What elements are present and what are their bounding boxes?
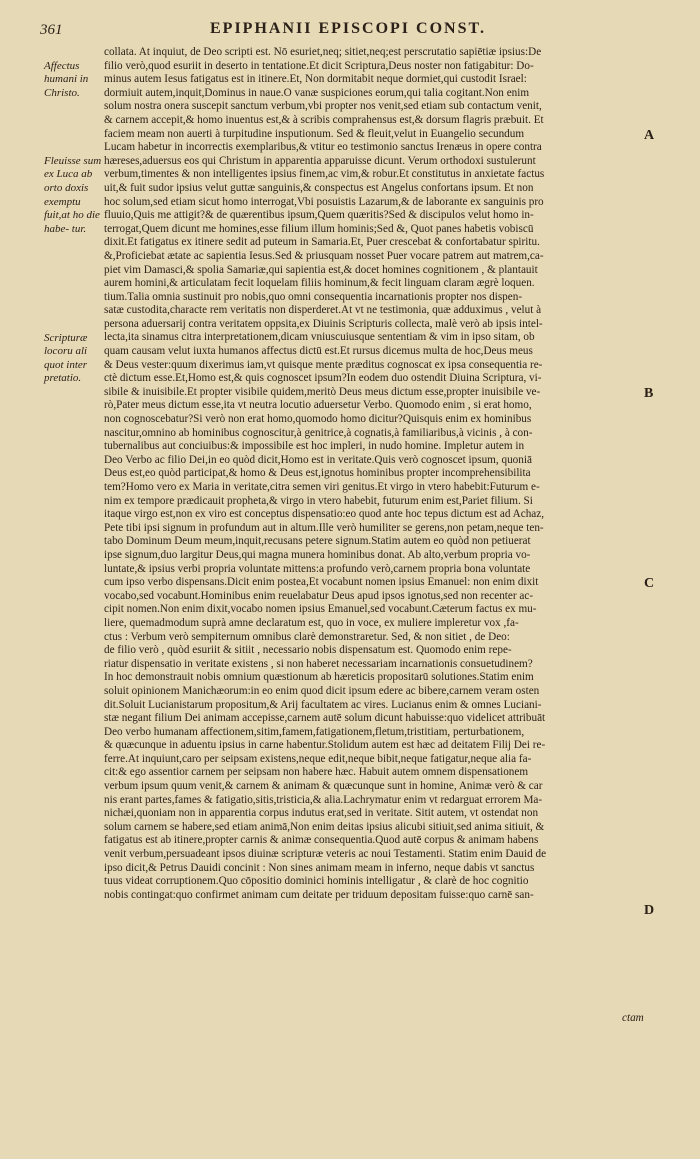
text-line: Deus est,eo quòd participat,& homo & Deus est,ignotus hominibus propter incomprehensibilita — [104, 467, 531, 480]
text-line: lecta,ita sinamus citra interpretationem,dicam vniuscuiusque sententiam & vim in ipso sitam, ob — [104, 331, 535, 344]
text-line: non cognoscebatur?Si verò non erat homo,quomodo homo dicitur?Quisquis enim ex hominibus — [104, 413, 532, 426]
text-line: ctè dictum esse.Et,Homo est,& quis cognoscet ipsum?In eodem duo ostendit Diuina Scriptura, vi- — [104, 372, 542, 385]
text-line: tem?Homo vero ex Maria in veritate,citra semen viri genitus.Et virgo in vtero habebit:Futurum e- — [104, 481, 540, 493]
text-line: cit:& ego assentior carnem per seipsam non habere hæc. Habuit autem omnem dispensationem — [104, 766, 529, 779]
text-line: Deo verbo humanam affectionem,sitim,famem,fatigationem,fletum,tristitiam, perturbationem, — [104, 725, 525, 738]
text-line: tium.Talia omnia sustinuit pro nobis,quo omni consequentia incarnationis propter nos dispen- — [104, 290, 523, 303]
text-line: solum nostra onera suscepit sanctum verbum,vbi propter nos venit,sed etiam sub contactum venit, — [104, 100, 542, 113]
text-line: tabo Dominum Deum meum,inquit,recusans petere signum.Statim autem eo quòd non petiuerat — [104, 535, 531, 548]
text-line: riatur dispensatio in veritate existens , si non haberet necessariam incarnationis consuetudinem? — [104, 657, 533, 670]
page-header — [40, 20, 660, 46]
text-line: solum carnem se habere,sed etiam animā,Non enim deitas ipsius alicubi sitiuit,sed anima sitiuit, & — [104, 820, 545, 833]
running-title: EPIPHANII EPISCOPI CONST. — [210, 20, 486, 37]
text-line: cipit nomen.Non enim dixit,vocabo nomen ipsius Emanuel,sed vocabunt.Cæterum factus ex mu- — [104, 603, 537, 616]
text-line: filio verò,quod esuriit in deserto in tentatione.Et dicit Scriptura,Deus noster non fatigabitur: Do- — [104, 59, 534, 72]
text-line: vocabo,sed vocabunt.Hominibus enim reuelabatur Deus apud ipsos ignotus,sed non recenter ac- — [104, 589, 534, 602]
page-number: 361 — [40, 22, 63, 38]
text-line: stæ negant filium Dei animam accepisse,carnem autē solum dicunt habuisse:quo videlicet attribuāt — [104, 712, 546, 725]
text-line: In hoc demonstrauit nobis omnium quæstionum ab hæreticis propositarū solutiones.Statim enim — [104, 671, 534, 684]
text-line: &,Proficiebat ætate ac sapientia Iesus.Sed & priusquam nosset Puer vocare patrem aut matrem,ca- — [104, 249, 544, 262]
text-line: ipse signum,duo largitur Deus,qui magna munera hominibus donat. Ab alto,verbum propria vo- — [104, 548, 531, 561]
text-line: dit.Soluit Lucianistarum propositum,& Arij facultatem ac vires. Lucianus enim & omnes Luciani- — [104, 698, 542, 711]
text-line: de filio verò , quòd esuriit & sitiit , necessario nobis dispensatum est. Quomodo enim repe- — [104, 644, 512, 657]
text-line: hoc solum,sed etiam sicut homo interrogat,Vbi posuistis Lazarum,& de laborante ex sanguinis pro — [104, 195, 544, 208]
text-line: Pete tibi ipsi signum in profundum aut in altum.Ille verò humiliter se gerens,non petam,neque ten- — [104, 521, 544, 534]
text-line: cum ipso verbo dispensans.Dicit enim postea,Et vocabunt nomen ipsius Emanuel: non enim dixit — [104, 576, 539, 589]
text-line: ipso dicit,& Petrus Dauidi concinit : Non sines animam meam in inferno, neque dabis vt sanctus — [104, 861, 535, 874]
text-line: tuus videat corruptionem.Quo cōpositio dominici hominis intelligatur , & clarè de hoc cognitio — [104, 875, 529, 888]
text-line: fatigatus est ab itinere,propter carnis & animæ consequentia.Quod autē corpus & animam habens — [104, 834, 539, 847]
text-line: & quæcunque in aduentu ipsius in carne habentur.Stolidum autem est hæc ad deitatem Filij Dei re- — [104, 739, 546, 752]
section-letter: D — [644, 902, 655, 918]
section-letter: C — [644, 576, 655, 592]
text-line: & Deus vester:quum dixerimus iam,vt quisque mente præditus cognoscat ex ipsa consequentia re- — [104, 358, 543, 371]
text-line: dixit.Et fatigatus ex itinere sedit ad puteum in Samaria.Et, Puer crescebat & confortabatur spiritu. — [104, 236, 540, 249]
margin-note: Fleuisse sum ex Luca ab orto doxis exemptu fuit,at ho die habe- tur. — [44, 154, 102, 235]
text-line: sibile & inuisibile.Et propter visibile quidem,meritò Deus meus dictum esse,propter inuisibile ve- — [104, 385, 541, 398]
text-line: fluuio,Quis me attigit?& de quærentibus ipsum,Quem quæritis?Sed & discipulos velut homo in- — [104, 209, 534, 222]
text-line: rò,Pater meus dictum esse,ita vt neutra locutio aduersetur Verbo. Quomodo enim , si erat homo, — [104, 399, 532, 412]
text-line: minus autem Iesus fatigatus est in itinere.Et, Non dormitabit neque dormiet,qui custodit Israel: — [104, 73, 527, 86]
text-line: Lucam habetur in incorrectis exemplaribus,& vtitur eo testimonio sanctus Irenæus in opere contra — [104, 141, 542, 154]
text-line: liere, quemadmodum suprà amne declaratum est, quo in voce, ex muliere impleretur vox ,fa- — [104, 616, 519, 629]
margin-note: Affectus humani in Christo. — [44, 59, 89, 99]
text-line: verbum ipsum quum venit,& carnem & animam & quæcunque sunt in homine, Animæ verò & car — [104, 780, 543, 793]
text-line: nascitur,omnino ab hominibus cognoscitur,à genitrice,à cognatis,à familiaribus,à vicinis , à con- — [104, 426, 533, 439]
text-line: piet vim Damasci,& spolia Samariæ,qui sapientia est,& docet homines cognitionem , & plantauit — [104, 263, 538, 276]
margin-note: Scripturæ locoru ali quot inter pretatio. — [44, 331, 88, 385]
text-line: persona aduersarij contra veritatem oppsita,ex Diuinis Scripturis collecta, malè verò ab ipsis intel- — [104, 317, 543, 330]
text-line: terrogat,Quem dicunt me homines,esse filium illum hominis;Sed &, Quot panes habetis vobiscū — [104, 222, 534, 235]
text-line: quam causam velut iuxta humanos affectus dictū est.Et rursus dicemus multa de hoc,Deus meus — [104, 345, 533, 358]
text-line: soluit opinionem Manichæorum:in eo enim quod dicit ipsum edere ac bibere,carnem veram osten — [104, 684, 540, 697]
text-line: hæreses,aduersus eos qui Christum in apparentia apparuisse dicunt. Verum orthodoxi sustulerunt — [104, 154, 536, 167]
text-line: itaque virgo est,non ex viro est conceptus dispensatio:eo quod ante hoc tepus dictum est ad Achaz, — [104, 508, 545, 521]
text-line: collata. At inquiut, de Deo scripti est. Nō esuriet,neq; sitiet,neq;est perscrutatio sapiētiæ ipsius:De — [104, 46, 542, 58]
catchword: ctam — [622, 1012, 644, 1024]
text-line: nis erant partes,fames & fatigatio,sitis,tristicia,& alia.Lachrymatur enim vt redarguat errorem Ma- — [104, 793, 543, 806]
text-line: faciem meam non auerti à turpitudine insputionum. Sed & fleuit,velut in Euangelio secundum — [104, 127, 525, 140]
text-line: & carnem accepit,& homo inuentus est,& à scribis comprahensus est,& dorsum flagris præbuit. Et — [104, 113, 544, 126]
text-line: dormiuit autem,inquit,Dominus in naue.O vanæ suspiciones eorum,qui talia cogitant.Non enim — [104, 86, 530, 99]
text-line: aurem homini,& articulatam fecit loquelam filiis hominum,& fecit linguam claram ægrè loquen. — [104, 277, 535, 290]
text-line: ctus : Verbum verò sempiternum omnibus clarè demonstraretur. Sed, & non sitiet , de Deo: — [104, 630, 510, 643]
text-line: uit,& fuit sudor ipsius velut guttæ sanguinis,& conspectus est Angelus confortans ipsum. Et non — [104, 181, 534, 194]
text-line: nichæi,quoniam non in apparentia corpus indutus erat,sed in veritate. Sitit autem, vt ostendat non — [104, 807, 539, 820]
text-line: nobis contingat:quo confirmet animam cum deitate per triduum depositam fuisse:quo carnē san- — [104, 888, 534, 901]
text-line: tubernalibus aut conciuibus:& impossibile est hoc impleri, in nudo homine. Impletur autem in — [104, 440, 525, 453]
section-letter: B — [644, 386, 654, 401]
section-letter: A — [644, 127, 655, 143]
text-line: Deo Verbo ac filio Dei,in eo quòd dicit,Homo est in veritate.Quis verò cognoscet ipsum, quoniā — [104, 453, 532, 466]
text-line: verbum,timentes & non intelligentes ipsius finem,ac vim,& robur.Et constitutus in anxietate factus — [104, 168, 545, 181]
text-line: luntate,& ipsius verbi propria voluntate mittens:a profundo verò,carnem propria bona voluntate — [104, 562, 531, 575]
text-line: satæ custodita,characte rem veritatis non disperderet.At vt ne testimonia, quæ adduximus , velut à — [104, 304, 542, 317]
main-text-column — [104, 46, 664, 902]
text-line: ferre.At inquiunt,caro per seipsam existens,neque edit,neque bibit,neque fatigatur,neque alia fa- — [104, 752, 532, 765]
text-line: venit verbum,persuadeant ipsos diuinæ scripturæ veteris ac noui Testamenti. Statim enim Dauid de — [104, 848, 547, 861]
text-line: nim ex tempore prædicauit propheta,& virgo in vtero habebit, futurum enim est,Pariet filium. Si — [104, 494, 533, 507]
